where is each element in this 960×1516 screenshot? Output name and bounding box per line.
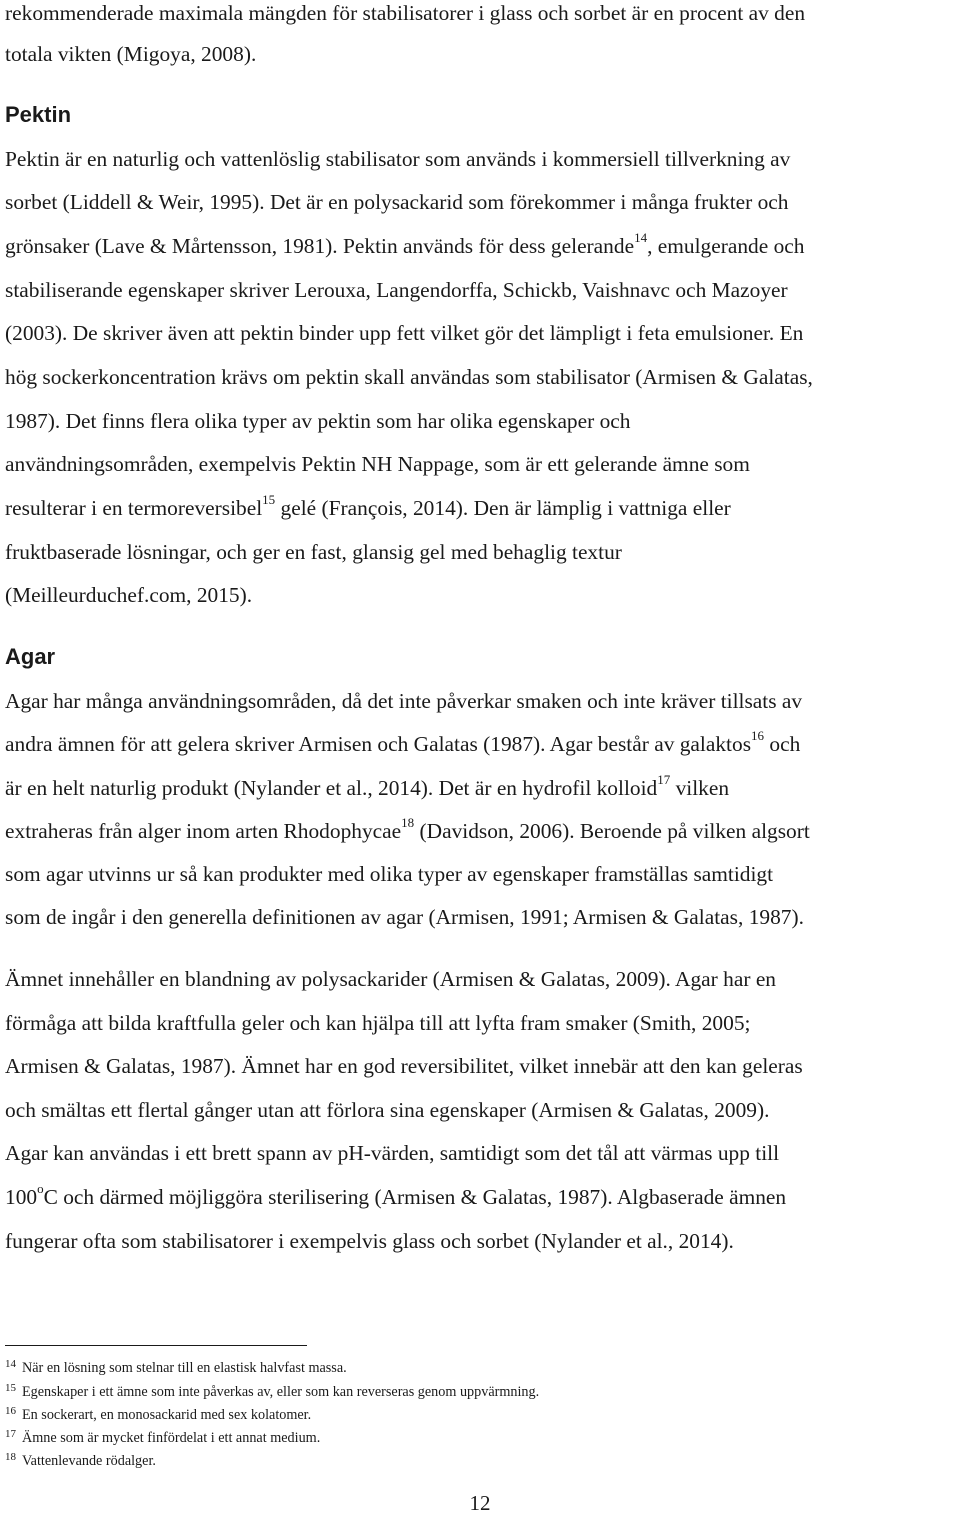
pektin-line-7: 1987). Det finns flera olika typer av pektin som har olika egenskaper och <box>5 409 631 433</box>
text-span: extraheras från alger inom arten Rhodophycae <box>5 819 402 843</box>
footnote-number: 15 <box>5 1382 16 1394</box>
footnote-ref-15: 15 <box>262 491 276 507</box>
footnote-number: 17 <box>5 1428 16 1440</box>
footnote-14 <box>5 1359 347 1378</box>
text-span: andra ämnen för att gelera skriver Armisen och Galatas (1987). Agar består av galaktos <box>5 732 752 756</box>
page-number: 12 <box>469 1491 491 1515</box>
footnote-number: 18 <box>5 1451 16 1463</box>
pektin-line-4: stabiliserande egenskaper skriver Lerouxa, Langendorffa, Schickb, Vaishnavc och Mazoyer <box>5 278 788 302</box>
text-span: och <box>764 732 801 756</box>
section-heading-pektin: Pektin <box>5 102 72 127</box>
text-span: C och därmed möjliggöra sterilisering (Armisen & Galatas, 1987). Algbaserade ämnen <box>43 1185 787 1209</box>
footnote-text: Vattenlevande rödalger. <box>22 1453 156 1469</box>
text-span: (Davidson, 2006). Beroende på vilken algsort <box>414 819 810 843</box>
pektin-line-11: (Meilleurduchef.com, 2015). <box>5 583 253 607</box>
agar-line-5: som agar utvinns ur så kan produkter med olika typer av egenskaper framställas samtidigt <box>5 862 774 886</box>
agar-p2-line-5: Agar kan användas i ett brett spann av pH-värden, samtidigt som det tål att värmas upp till <box>5 1141 780 1165</box>
footnote-text: När en lösning som stelnar till en elastisk halvfast massa. <box>22 1360 347 1376</box>
agar-p2-line-6 <box>5 1180 787 1210</box>
footnote-text: Ämne som är mycket finfördelat i ett annat medium. <box>22 1430 321 1446</box>
footnote-18 <box>5 1452 156 1471</box>
footnote-separator <box>5 1345 307 1346</box>
footnote-ref-18: 18 <box>401 814 415 830</box>
footnote-number: 14 <box>5 1358 16 1370</box>
pektin-line-2: sorbet (Liddell & Weir, 1995). Det är en polysackarid som förekommer i många frukter och <box>5 190 789 214</box>
degree-mark: o <box>37 1180 44 1196</box>
section-heading-agar: Agar <box>5 644 56 669</box>
agar-line-6: som de ingår i den generella definitionen av agar (Armisen, 1991; Armisen & Galatas, 1987). <box>5 905 804 929</box>
text-span: grönsaker (Lave & Mårtensson, 1981). Pektin används för dess gelerande <box>5 234 635 258</box>
footnote-number: 16 <box>5 1405 16 1417</box>
pektin-line-3 <box>5 229 805 259</box>
text-span: 100 <box>5 1185 38 1209</box>
footnote-15 <box>5 1383 539 1402</box>
text-span: resulterar i en termoreversibel <box>5 496 263 520</box>
footnote-text: Egenskaper i ett ämne som inte påverkas av, eller som kan reverseras genom uppvärmning. <box>22 1384 540 1400</box>
text-span: gelé (François, 2014). Den är lämplig i vattniga eller <box>275 496 731 520</box>
agar-p2-line-1: Ämnet innehåller en blandning av polysackarider (Armisen & Galatas, 2009). Agar har en <box>5 967 777 991</box>
intro-line-2: totala vikten (Migoya, 2008). <box>5 42 257 66</box>
agar-p2-line-3: Armisen & Galatas, 1987). Ämnet har en god reversibilitet, vilket innebär att den kan geleras <box>5 1054 803 1078</box>
footnote-ref-16: 16 <box>751 727 765 743</box>
footnote-17 <box>5 1429 320 1448</box>
agar-line-1: Agar har många användningsområden, då det inte påverkar smaken och inte kräver tillsats av <box>5 689 803 713</box>
agar-p2-line-4: och smältas ett flertal gånger utan att förlora sina egenskaper (Armisen & Galatas, 2009). <box>5 1098 770 1122</box>
text-span: vilken <box>670 776 730 800</box>
footnote-ref-14: 14 <box>634 229 648 245</box>
pektin-line-8: användningsområden, exempelvis Pektin NH Nappage, som är ett gelerande ämne som <box>5 452 750 476</box>
text-span: är en helt naturlig produkt (Nylander et al., 2014). Det är en hydrofil kolloid <box>5 776 658 800</box>
agar-p2-line-7: fungerar ofta som stabilisatorer i exempelvis glass och sorbet (Nylander et al., 2014). <box>5 1229 734 1253</box>
pektin-line-10: fruktbaserade lösningar, och ger en fast, glansig gel med behaglig textur <box>5 540 622 564</box>
agar-line-3 <box>5 771 730 801</box>
pektin-line-1: Pektin är en naturlig och vattenlöslig stabilisator som används i kommersiell tillverkning av <box>5 147 791 171</box>
agar-line-2 <box>5 727 801 757</box>
footnote-16 <box>5 1406 311 1425</box>
text-span: , emulgerande och <box>647 234 805 258</box>
footnote-text: En sockerart, en monosackarid med sex kolatomer. <box>22 1407 312 1423</box>
agar-line-4 <box>5 814 810 844</box>
pektin-line-9 <box>5 491 731 521</box>
footnote-ref-17: 17 <box>657 771 671 787</box>
agar-p2-line-2: förmåga att bilda kraftfulla geler och kan hjälpa till att lyfta fram smaker (Smith, 2005; <box>5 1011 751 1035</box>
pektin-line-5: (2003). De skriver även att pektin binder upp fett vilket gör det lämpligt i feta emulsioner. En <box>5 321 804 345</box>
pektin-line-6: hög sockerkoncentration krävs om pektin skall användas som stabilisator (Armisen & Galatas, <box>5 365 813 389</box>
intro-line-1: rekommenderade maximala mängden för stabilisatorer i glass och sorbet är en procent av den <box>5 1 806 25</box>
